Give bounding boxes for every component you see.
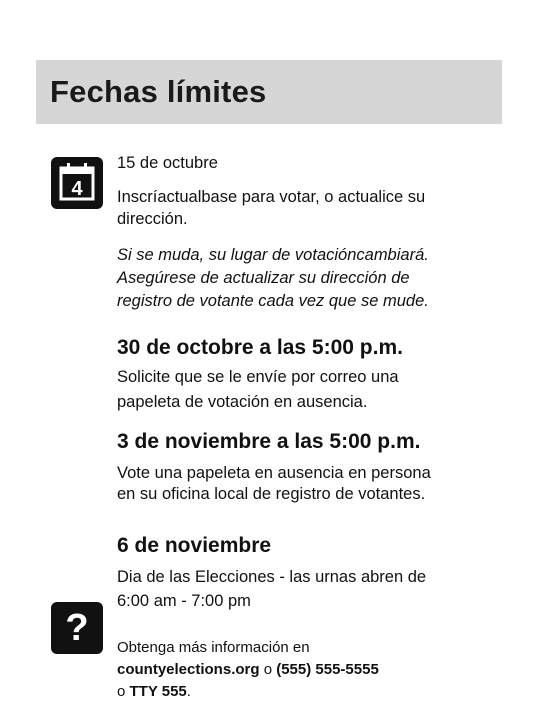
info-period: . <box>186 683 191 700</box>
deadline-desc-3a: Vote una papeleta en ausencia en persona <box>117 464 431 482</box>
info-line-2 <box>117 659 379 681</box>
page-title: Fechas límites <box>50 74 267 109</box>
deadline-desc-1b: dirección. <box>117 210 188 228</box>
info-or-2: o <box>117 683 130 700</box>
phone-number: (555) 555-5555 <box>276 661 379 678</box>
deadline-desc-4b: 6:00 am - 7:00 pm <box>117 592 251 610</box>
header-bar <box>36 60 502 124</box>
question-icon: ? <box>51 602 103 654</box>
deadline-date-2: 30 de octobre a las 5:00 p.m. <box>117 336 403 359</box>
deadline-note-1a: Si se muda, su lugar de votacióncambiará. <box>117 246 429 264</box>
deadline-note-1b: Asegúrese de actualizar su dirección de <box>117 269 410 287</box>
deadline-desc-3b: en su oficina local de registro de votantes. <box>117 485 426 503</box>
deadline-desc-2a: Solicite que se le envíe por correo una <box>117 368 399 386</box>
deadline-date-3: 3 de noviembre a las 5:00 p.m. <box>117 430 421 453</box>
deadline-note-1c: registro de votante cada vez que se mude. <box>117 292 429 310</box>
calendar-icon <box>51 157 103 209</box>
deadline-desc-4a: Dia de las Elecciones - las urnas abren de <box>117 568 427 586</box>
info-line-3 <box>117 681 191 703</box>
deadline-desc-2b: papeleta de votación en ausencia. <box>117 393 368 411</box>
deadline-desc-1a: Inscríactualbase para votar, o actualice su <box>117 188 426 206</box>
info-line-1: Obtenga más información en <box>117 639 310 656</box>
info-or-1: o <box>259 661 277 678</box>
website-link[interactable]: countyelections.org <box>117 661 260 678</box>
deadline-date-1: 15 de octubre <box>117 154 218 172</box>
deadline-date-4: 6 de noviembre <box>117 534 272 557</box>
calendar-number: 4 <box>71 178 83 200</box>
tty-number: TTY 555 <box>129 683 187 700</box>
